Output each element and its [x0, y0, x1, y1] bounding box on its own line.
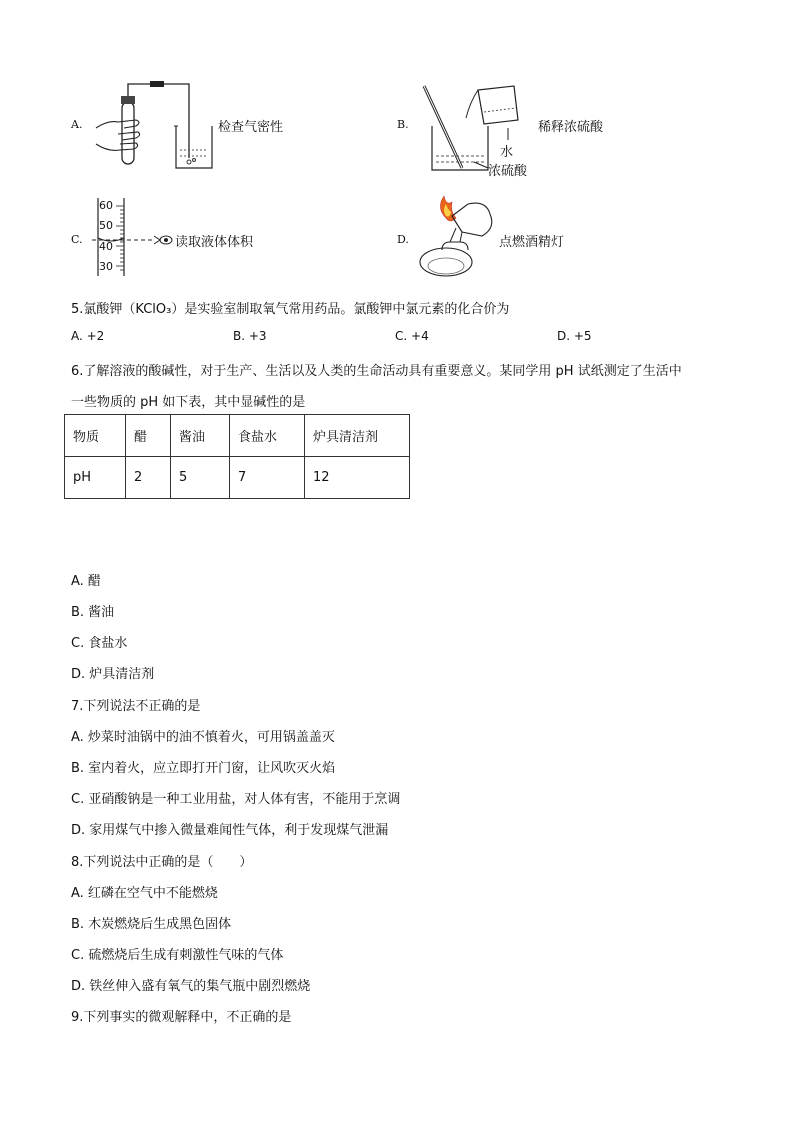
airtightness-check-figure	[94, 80, 224, 175]
cylinder-tick-30: 30	[99, 260, 113, 273]
cylinder-tick-60: 60	[99, 199, 113, 212]
q5-option-b: B. +3	[233, 329, 267, 343]
q8-stem: 8.下列说法中正确的是（ ）	[71, 855, 253, 870]
q7-option-c: C. 亚硝酸钠是一种工业用盐，对人体有害，不能用于烹调	[71, 792, 401, 807]
q4-option-b-letter: B.	[397, 118, 409, 131]
table-cell: 5	[171, 457, 230, 499]
table-header-cell: 物质	[65, 415, 126, 457]
q4-option-b-acid-label: 浓硫酸	[488, 164, 528, 179]
q4-option-b-water-label: 水	[500, 145, 514, 160]
q9-stem: 9.下列事实的微观解释中，不正确的是	[71, 1010, 292, 1025]
q4-option-d-letter: D.	[397, 233, 409, 246]
q7-option-b: B. 室内着火，应立即打开门窗，让风吹灭火焰	[71, 761, 336, 776]
table-header-cell: 醋	[126, 415, 171, 457]
q8-option-d: D. 铁丝伸入盛有氧气的集气瓶中剧烈燃烧	[71, 979, 311, 994]
table-cell: pH	[65, 457, 126, 499]
q7-stem: 7.下列说法不正确的是	[71, 699, 201, 714]
q7-option-a: A. 炒菜时油锅中的油不慎着火，可用锅盖盖灭	[71, 730, 335, 745]
q8-option-a: A. 红磷在空气中不能燃烧	[71, 886, 218, 901]
table-row	[65, 457, 410, 499]
light-alcohol-lamp-figure	[416, 192, 500, 280]
q4-option-c-label: 读取液体体积	[175, 235, 254, 250]
q6-option-d: D. 炉具清洁剂	[71, 667, 155, 682]
table-cell: 12	[305, 457, 410, 499]
cylinder-tick-40: 40	[99, 240, 113, 253]
q6-option-c: C. 食盐水	[71, 636, 128, 651]
table-cell: 2	[126, 457, 171, 499]
q4-option-c-letter: C.	[71, 233, 83, 246]
q4-option-d-label: 点燃酒精灯	[499, 235, 565, 250]
table-header-row	[65, 415, 410, 457]
table-header-cell: 食盐水	[230, 415, 305, 457]
q5-stem: 5.氯酸钾（KClO₃）是实验室制取氧气常用药品。氯酸钾中氯元素的化合价为	[71, 302, 510, 317]
q6-stem-line2: 一些物质的 pH 如下表，其中显碱性的是	[71, 395, 306, 410]
q4-option-a-label: 检查气密性	[218, 120, 284, 135]
q5-option-c: C. +4	[395, 329, 429, 343]
q8-option-c: C. 硫燃烧后生成有刺激性气味的气体	[71, 948, 284, 963]
table-cell: 7	[230, 457, 305, 499]
ph-table	[64, 414, 410, 499]
q5-option-d: D. +5	[557, 329, 592, 343]
q6-stem-line1: 6.了解溶液的酸碱性，对于生产、生活以及人类的生命活动具有重要意义。某同学用 pH 试纸测定了生活中	[71, 364, 682, 379]
q5-option-a: A. +2	[71, 329, 105, 343]
cylinder-tick-50: 50	[99, 219, 113, 232]
table-header-cell: 酱油	[171, 415, 230, 457]
table-header-cell: 炉具清洁剂	[305, 415, 410, 457]
q6-option-a: A. 醋	[71, 574, 101, 589]
q4-option-a-letter: A.	[71, 118, 83, 131]
q6-option-b: B. 酱油	[71, 605, 115, 620]
q8-option-b: B. 木炭燃烧后生成黑色固体	[71, 917, 232, 932]
q7-option-d: D. 家用煤气中掺入微量难闻性气体，利于发现煤气泄漏	[71, 823, 389, 838]
q4-option-b-label: 稀释浓硫酸	[538, 120, 604, 135]
